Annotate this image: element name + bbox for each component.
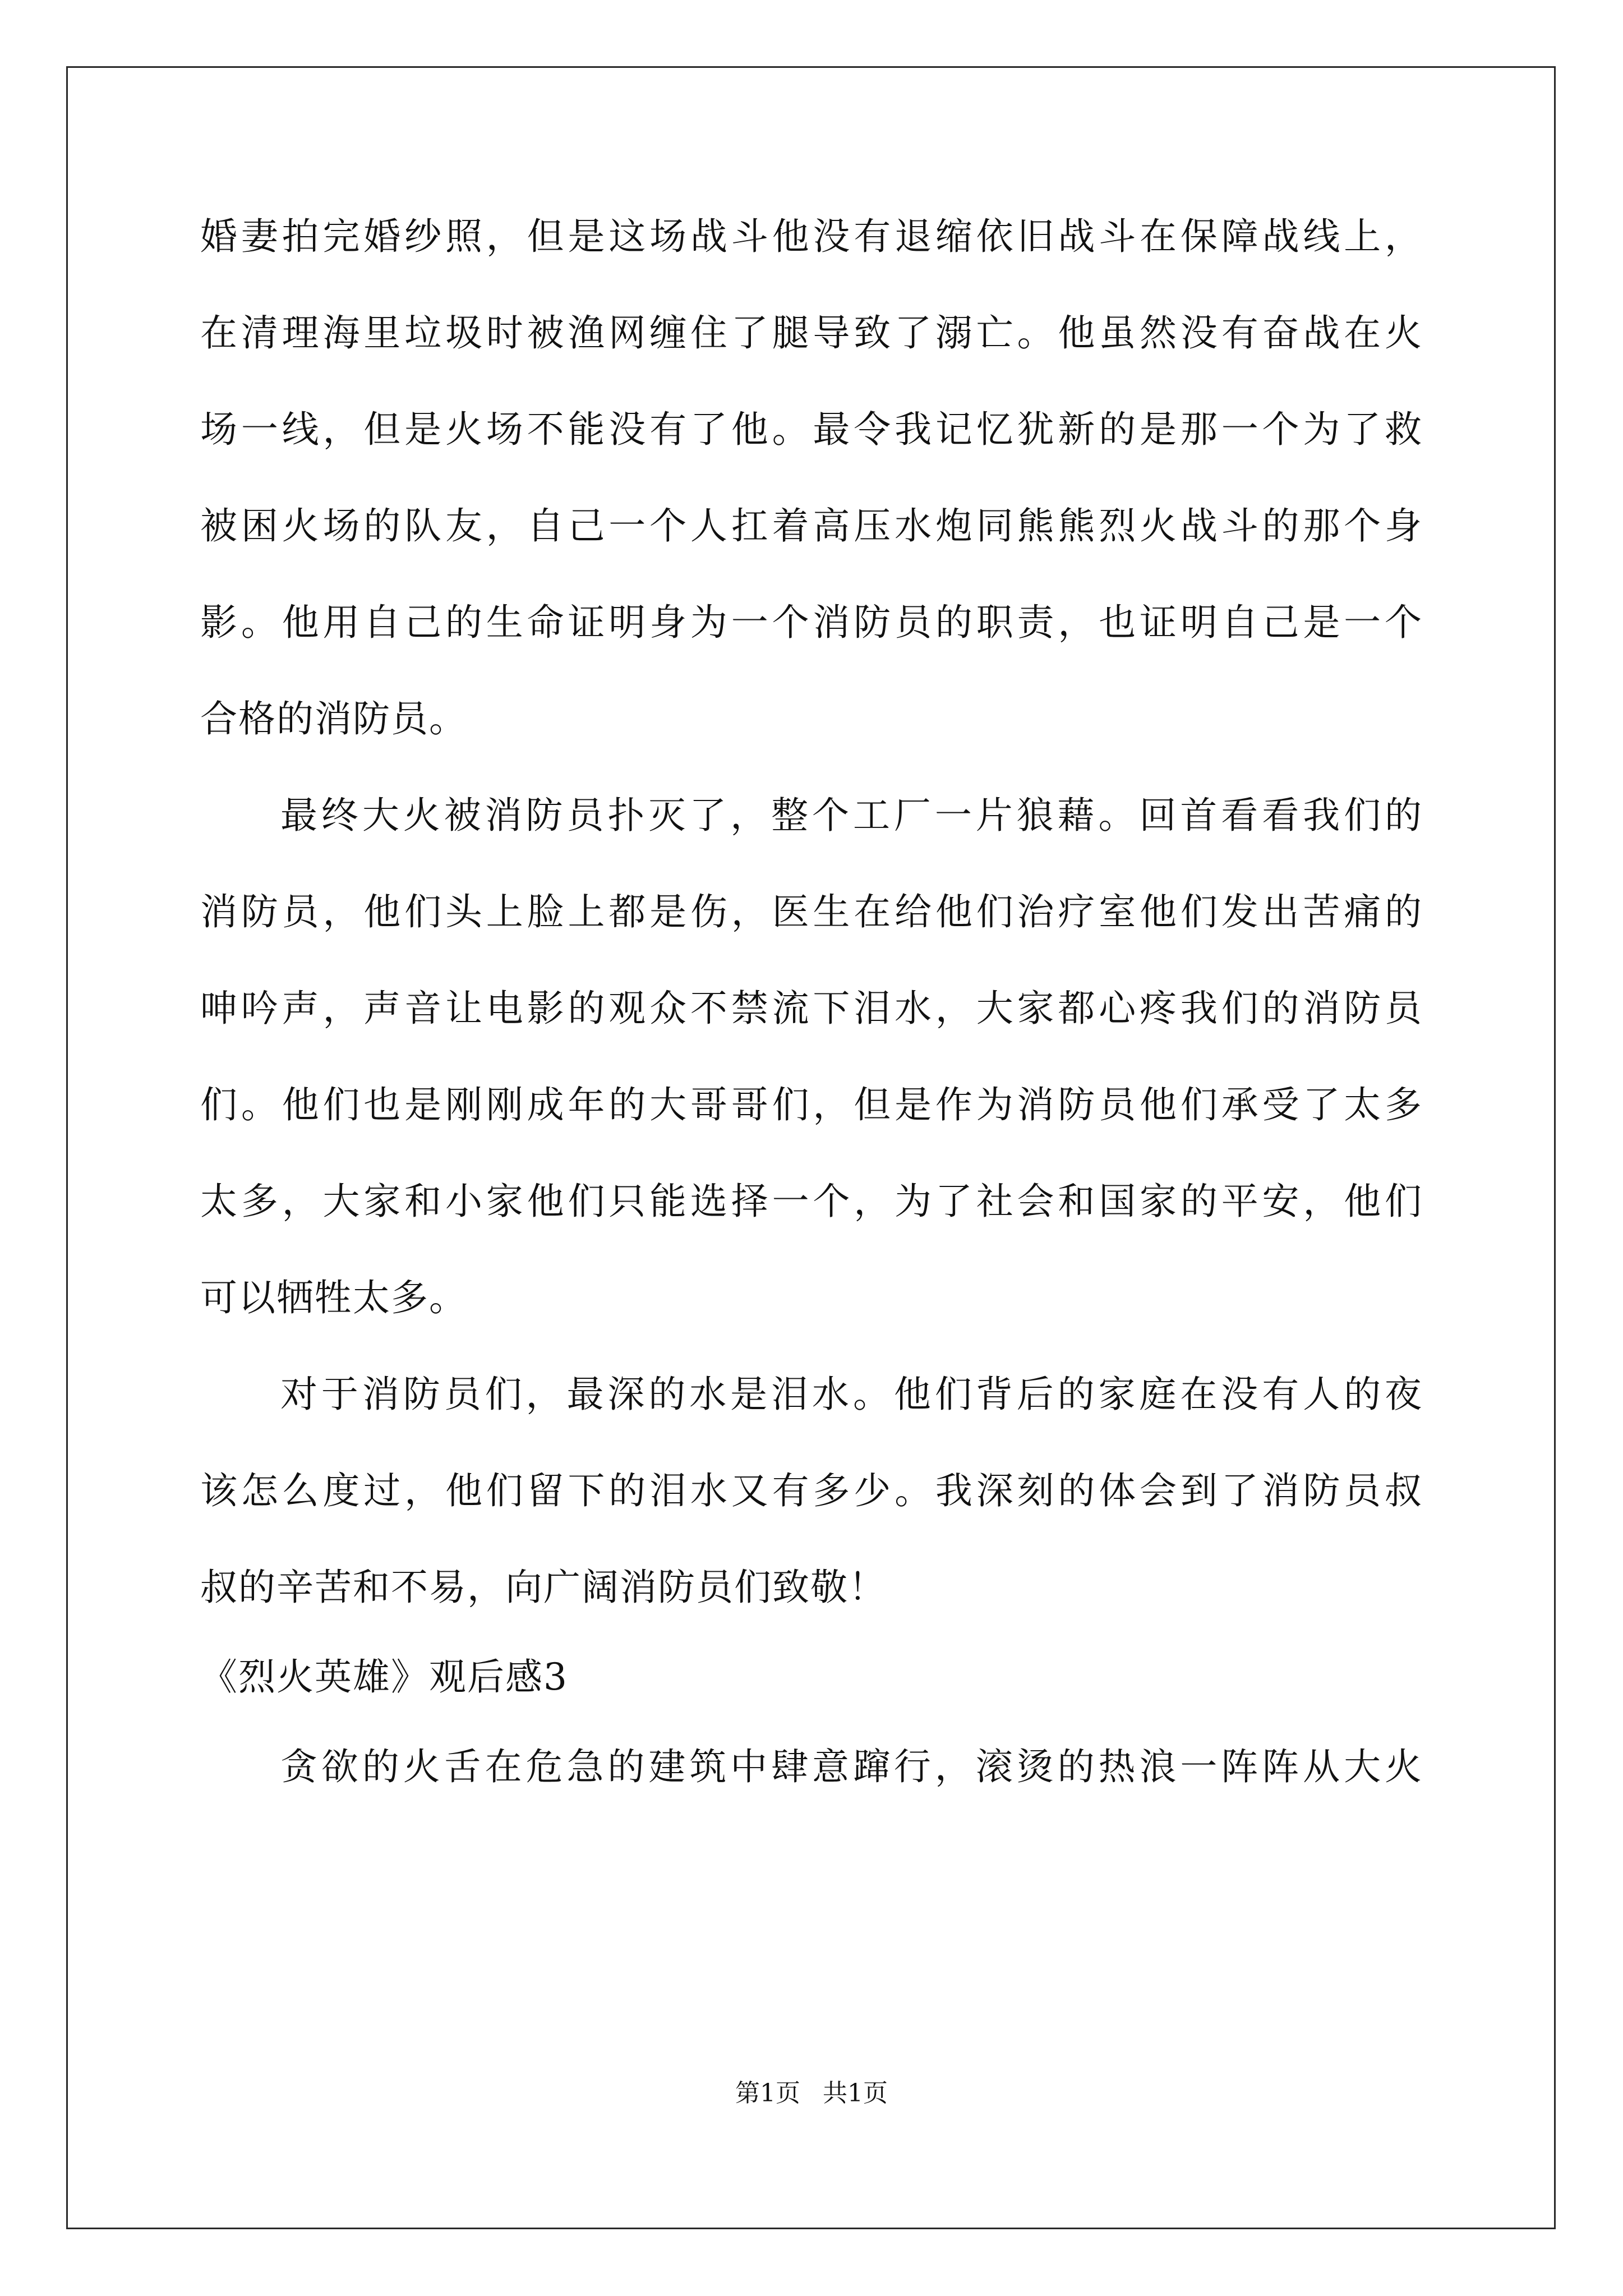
paragraph-2-line-6: 可以牺牲太多。 xyxy=(200,1276,467,1319)
body-line-5: 影。他用自己的生命证明身为一个消防员的职责，也证明自己是一个 xyxy=(200,601,1423,644)
body-line-2: 在清理海里垃圾时被渔网缠住了腿导致了溺亡。他虽然没有奋战在火 xyxy=(200,311,1423,355)
section-heading: 《烈火英雄》观后感3 xyxy=(200,1655,568,1699)
paragraph-2-line-1: 最终大火被消防员扑灭了，整个工厂一片狼藉。回首看看我们的 xyxy=(280,794,1423,837)
paragraph-4-line-1: 贪欲的火舌在危急的建筑中肆意蹿行，滚烫的热浪一阵阵从大火 xyxy=(280,1745,1423,1788)
page-number-current: 第1页 xyxy=(735,2079,800,2108)
paragraph-2-line-2: 消防员，他们头上脸上都是伤，医生在给他们治疗室他们发出苦痛的 xyxy=(200,890,1423,933)
paragraph-3-line-3: 叔的辛苦和不易，向广阔消防员们致敬！ xyxy=(200,1566,887,1609)
paragraph-2-line-4: 们。他们也是刚刚成年的大哥哥们，但是作为消防员他们承受了太多 xyxy=(200,1083,1423,1126)
page-footer xyxy=(0,2077,1623,2110)
paragraph-2-line-5: 太多，大家和小家他们只能选择一个，为了社会和国家的平安，他们 xyxy=(200,1180,1423,1223)
paragraph-3-line-2: 该怎么度过，他们留下的泪水又有多少。我深刻的体会到了消防员叔 xyxy=(200,1469,1423,1512)
body-line-3: 场一线，但是火场不能没有了他。最令我记忆犹新的是那一个为了救 xyxy=(200,408,1423,451)
page-border xyxy=(66,66,1556,2229)
page-number-total: 共1页 xyxy=(823,2079,888,2108)
paragraph-2-line-3: 呻吟声，声音让电影的观众不禁流下泪水，大家都心疼我们的消防员 xyxy=(200,987,1423,1030)
body-line-1: 婚妻拍完婚纱照，但是这场战斗他没有退缩依旧战斗在保障战线上， xyxy=(200,215,1423,258)
paragraph-3-line-1: 对于消防员们，最深的水是泪水。他们背后的家庭在没有人的夜 xyxy=(280,1373,1423,1416)
body-line-4: 被困火场的队友，自己一个人扛着高压水炮同熊熊烈火战斗的那个身 xyxy=(200,504,1423,547)
body-line-6: 合格的消防员。 xyxy=(200,697,467,740)
